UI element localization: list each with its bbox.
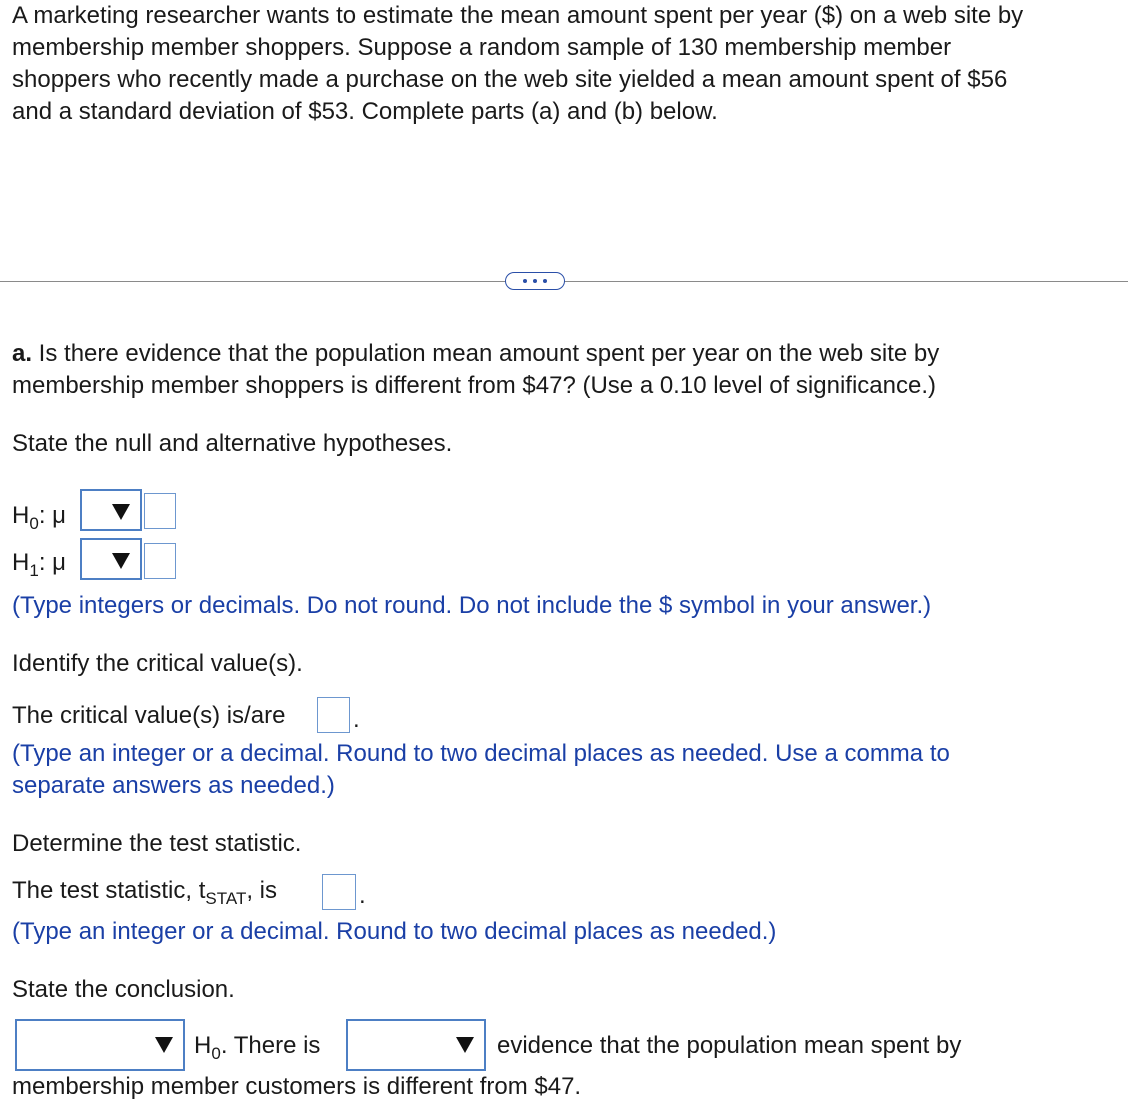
h0-subscript: 0 [29,514,39,533]
hypotheses-prompt: State the null and alternative hypotheses. [12,430,453,457]
h1-subscript: 1 [29,561,39,580]
h1-value-input[interactable] [144,543,176,579]
h1-operator-dropdown[interactable] [80,538,142,580]
test-label-text: The test statistic, t [12,877,206,904]
test-label [12,875,277,907]
conclusion-tail-2: membership member customers is different from $47. [12,1073,582,1100]
more-options-button[interactable] [505,272,565,290]
h1-label [12,547,66,579]
h1-mu: : μ [38,549,66,576]
part-a-question-line-2: membership member shoppers is different from $47? (Use a 0.10 level of significance.) [12,372,936,399]
dot-icon [543,279,547,283]
dot-icon [523,279,527,283]
hypotheses-hint: (Type integers or decimals. Do not round. Do not include the $ symbol in your answer.) [12,592,932,619]
intro-line-2: membership member shoppers. Suppose a random sample of 130 membership member [12,34,952,61]
critical-label: The critical value(s) is/are [12,702,286,729]
critical-prompt: Identify the critical value(s). [12,650,303,677]
conclusion-mid-text: . There is [220,1032,321,1059]
test-label-suffix: , is [246,877,278,904]
h0-operator-dropdown[interactable] [80,489,142,531]
conclusion-h0 [194,1030,320,1062]
conclusion-decision-dropdown[interactable] [15,1019,185,1071]
dropdown-arrow-icon [155,1037,173,1053]
critical-hint-line-2: separate answers as needed.) [12,772,335,799]
h0-label [12,500,66,532]
conclusion-prompt: State the conclusion. [12,976,235,1003]
part-a-label: a. [12,340,33,367]
h1-letter: H [12,549,30,576]
test-statistic-input[interactable] [322,874,356,910]
part-a-question-text: Is there evidence that the population mean amount spent per year on the web site by [32,340,940,367]
critical-value-input[interactable] [317,697,350,733]
critical-period: . [353,706,360,733]
dropdown-arrow-icon [112,504,130,520]
h0-value-input[interactable] [144,493,176,529]
conclusion-evidence-dropdown[interactable] [346,1019,486,1071]
conclusion-h-subscript: 0 [211,1044,221,1063]
conclusion-tail-1: evidence that the population mean spent by [497,1032,962,1059]
test-period: . [359,882,366,909]
dropdown-arrow-icon [456,1037,474,1053]
test-prompt: Determine the test statistic. [12,830,302,857]
part-a-question-line-1 [12,338,939,370]
intro-line-1: A marketing researcher wants to estimate the mean amount spent per year ($) on a web site by [12,2,1024,29]
intro-line-3: shoppers who recently made a purchase on the web site yielded a mean amount spent of $56 [12,66,1008,93]
dropdown-arrow-icon [112,553,130,569]
conclusion-h-letter: H [194,1032,212,1059]
critical-hint-line-1: (Type an integer or a decimal. Round to two decimal places as needed. Use a comma to [12,740,950,767]
dot-icon [533,279,537,283]
h0-letter: H [12,502,30,529]
intro-line-4: and a standard deviation of $53. Complete parts (a) and (b) below. [12,98,718,125]
h0-mu: : μ [38,502,66,529]
test-hint: (Type an integer or a decimal. Round to two decimal places as needed.) [12,918,777,945]
test-label-subscript: STAT [205,889,247,908]
